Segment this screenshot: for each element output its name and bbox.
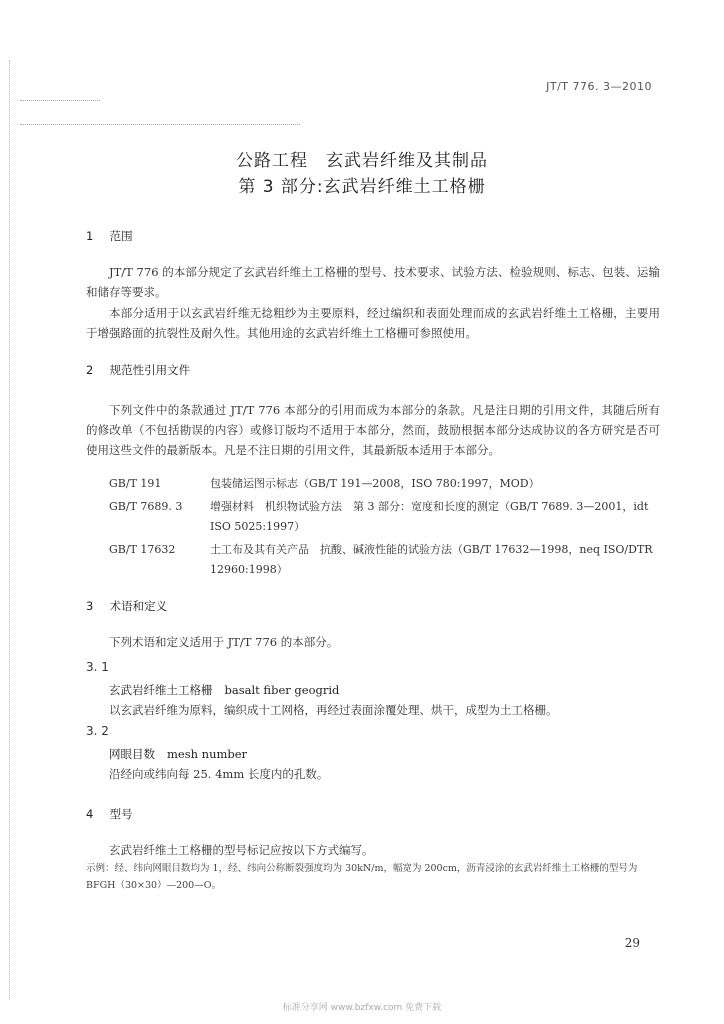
term-chinese: 玄武岩纤维土工格栅 xyxy=(109,683,213,697)
watermark: 标准分享网 www.bzfxw.com 免费下载 xyxy=(282,1003,442,1013)
normative-reference xyxy=(109,540,660,580)
reference-title: 增强材料 机织物试验方法 第 3 部分：宽度和长度的测定（GB/T 7689. 3—2001，idt ISO 5025:1997） xyxy=(210,500,649,533)
example-note: 示例：经、纬向网眼目数均为 1，经、纬向公称断裂强度均为 30kN/m，幅宽为 200cm，沥青浸涂的玄武岩纤维土工格栅的型号为 BFGH（30×30）—200—O。 xyxy=(86,863,638,891)
section-number: 3 xyxy=(86,599,94,613)
reference-code: GB/T 191 xyxy=(109,477,162,490)
section-number: 1 xyxy=(86,229,94,243)
section-heading-1 xyxy=(86,228,133,244)
reference-title: 土工布及其有关产品 抗酸、碱液性能的试验方法（GB/T 17632—1998，neq ISO/DTR 12960:1998） xyxy=(210,543,653,576)
standard-code: JT/T 776. 3—2010 xyxy=(546,80,652,93)
section-number: 4 xyxy=(86,807,94,821)
section-title: 术语和定义 xyxy=(109,599,168,613)
term-heading xyxy=(109,682,339,698)
scan-dotted-line xyxy=(20,100,100,101)
section-title: 型号 xyxy=(109,807,133,821)
section-number: 2 xyxy=(86,363,94,377)
paragraph: 本部分适用于以玄武岩纤维无捻粗纱为主要原料，经过编织和表面处理而成的玄武岩纤维土工格栅，主要用于增强路面的抗裂性及耐久性。其他用途的玄武岩纤维土工格栅可参照使用。 xyxy=(86,306,660,340)
section-title: 规范性引用文件 xyxy=(109,363,191,377)
document-title: 公路工程 玄武岩纤维及其制品 xyxy=(236,151,488,171)
paragraph: 下列文件中的条款通过 JT/T 776 本部分的引用而成为本部分的条款。凡是注日期的引用文件，其随后所有的修改单（不包括勘误的内容）或修订版均不适用于本部分，然而，鼓励根据本部分达成协议的各方研究是否可使用这些文件的最新版本。凡是不注日期的引用文件，其最新版本适用于本部分。 xyxy=(86,403,660,457)
term-definition: 沿经向或纬向每 25. 4mm 长度内的孔数。 xyxy=(109,767,329,781)
reference-code: GB/T 17632 xyxy=(109,543,176,556)
document-subtitle: 第 3 部分:玄武岩纤维土工格栅 xyxy=(238,177,486,197)
term-english: mesh number xyxy=(167,747,248,761)
section-heading-3 xyxy=(86,598,167,614)
reference-code: GB/T 7689. 3 xyxy=(109,500,183,513)
section-heading-4 xyxy=(86,806,133,822)
term-chinese: 网眼目数 xyxy=(109,747,155,761)
paragraph: JT/T 776 的本部分规定了玄武岩纤维土工格栅的型号、技术要求、试验方法、检验规则、标志、包装、运输和储存等要求。 xyxy=(86,265,660,299)
scan-margin-line xyxy=(9,60,10,1000)
reference-title: 包装储运图示标志（GB/T 191—2008，ISO 780:1997，MOD） xyxy=(210,477,540,490)
paragraph: 下列术语和定义适用于 JT/T 776 的本部分。 xyxy=(109,635,339,649)
normative-reference xyxy=(109,497,660,537)
term-english: basalt fiber geogrid xyxy=(224,683,340,697)
section-heading-2 xyxy=(86,362,190,378)
paragraph: 玄武岩纤维土工格栅的型号标记应按以下方式编写。 xyxy=(109,843,374,857)
term-number: 3. 1 xyxy=(86,660,109,674)
term-definition: 以玄武岩纤维为原料，编织成十工网格，再经过表面涂覆处理、烘干，成型为土工格栅。 xyxy=(109,703,558,717)
term-number: 3. 2 xyxy=(86,724,109,738)
normative-reference xyxy=(109,474,660,494)
term-heading xyxy=(109,746,247,762)
section-title: 范围 xyxy=(109,229,133,243)
page-number: 29 xyxy=(624,936,640,950)
scan-dotted-line xyxy=(20,124,300,125)
